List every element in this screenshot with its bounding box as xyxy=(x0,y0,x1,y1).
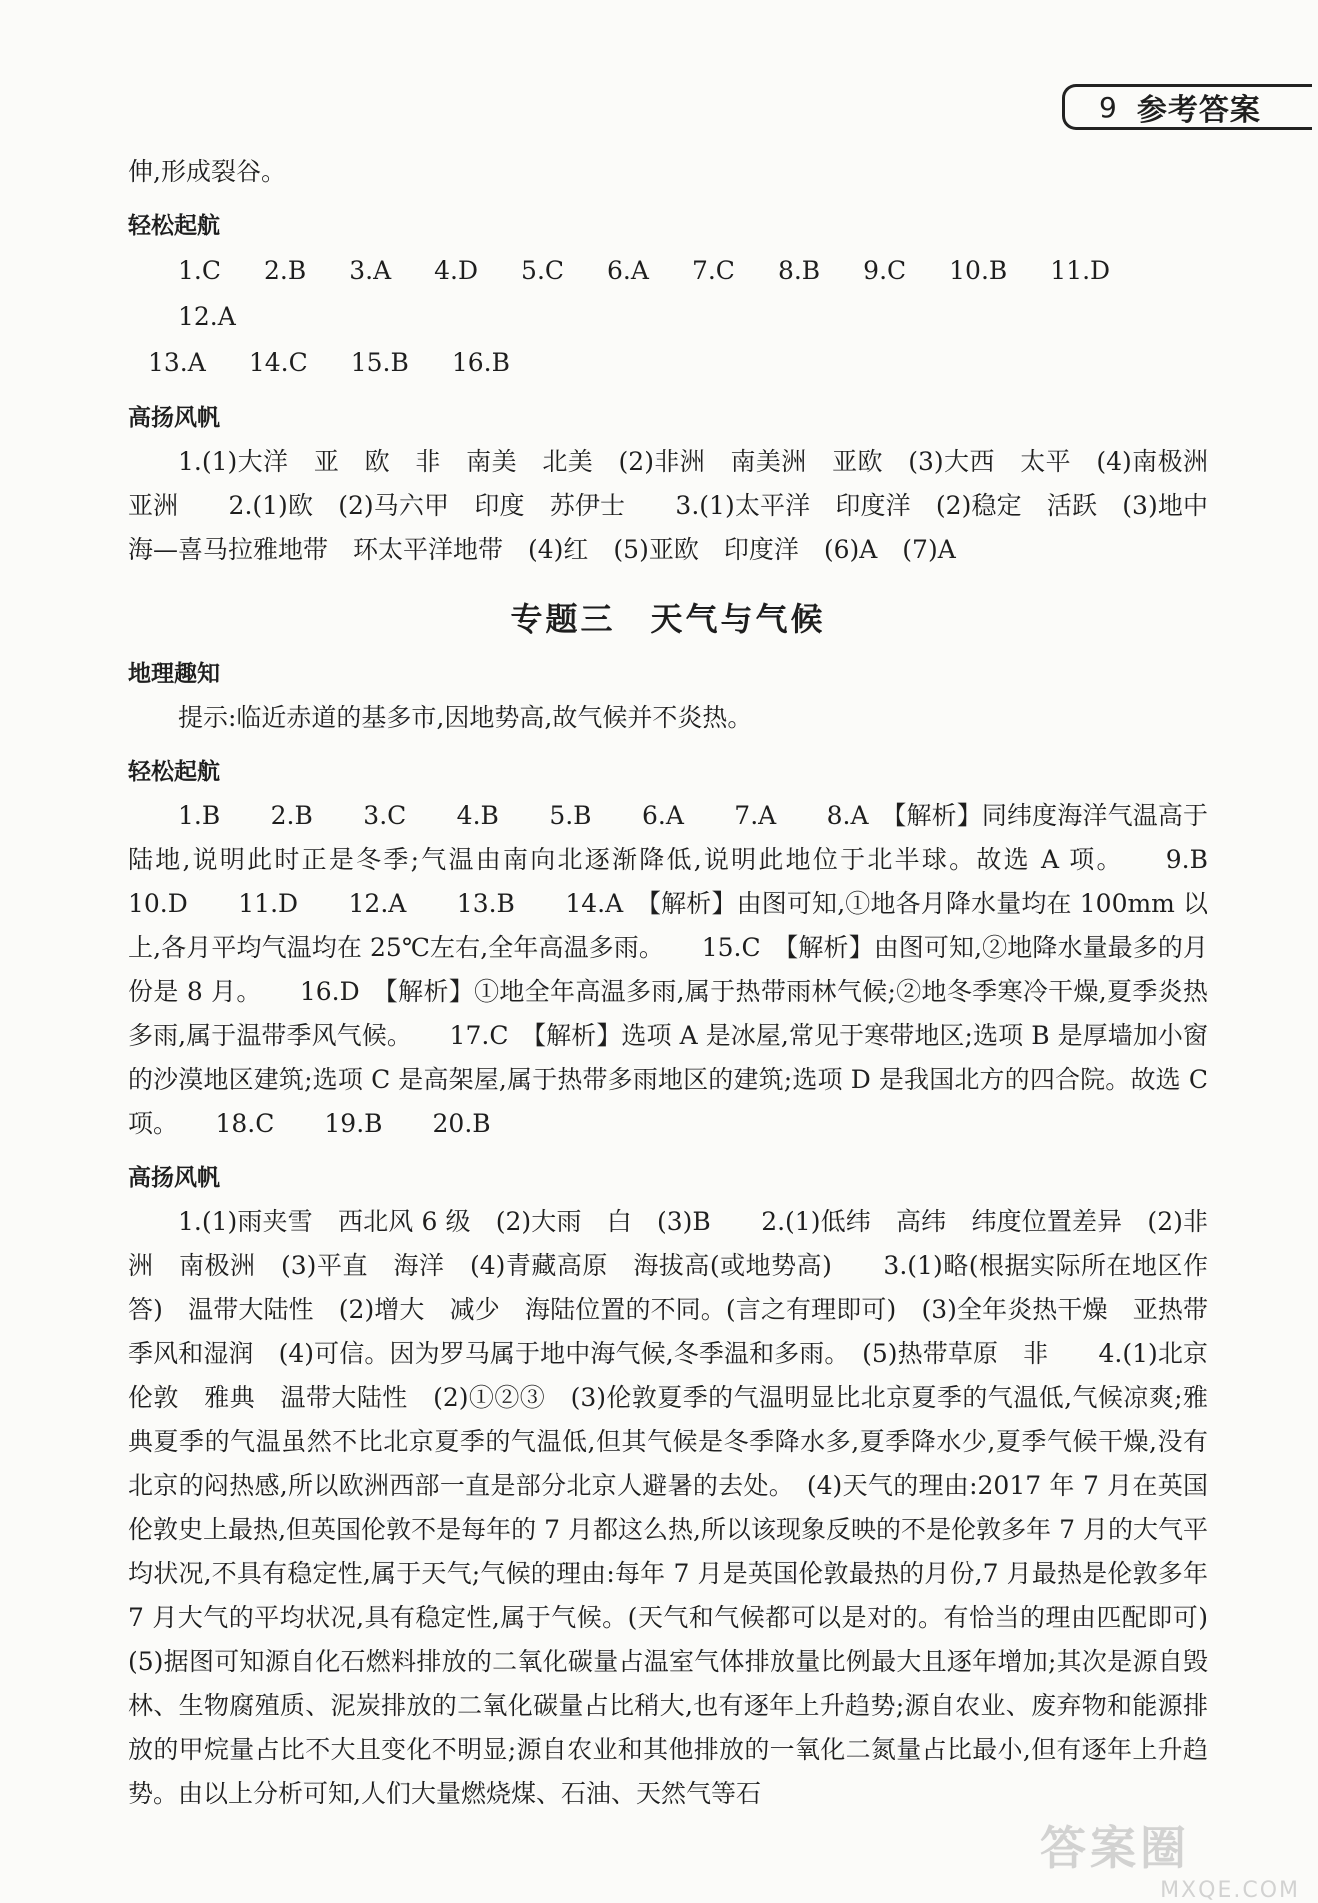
answer-item: 6.A xyxy=(607,256,649,285)
answer-item: 4.D xyxy=(434,256,479,285)
answer-item: 3.A xyxy=(349,256,392,285)
fun-facts-text: 提示:临近赤道的基多市,因地势高,故气候并不炎热。 xyxy=(178,703,753,732)
answer-item: 13.A xyxy=(148,348,206,377)
watermark-url: MXQE.COM xyxy=(1160,1878,1300,1903)
quick-start-answers-2: 1.B 2.B 3.C 4.B 5.B 6.A 7.A 8.A 【解析】同纬度海洋气温高于陆地,说明此时正是冬季;气温由南向北逐渐降低,说明此地位于北半球。故选 A 项。 9.B 10.D 11.D 12.A 13.B 14.A 【解析】由图可知,①地各月降水量均在 100mm 以上,各月平均气温均在 25℃左右,全年高温多雨。 15.C 【解析】由图可知,②地降水量最多的月份是 8 月。 16.D 【解析】①地全年高温多雨,属于热带雨林气候;②地冬季寒冷干燥,夏季炎热多雨,属于温带季风气候。 17.C 【解析】选项 A 是冰屋,常见于寒带地区;选项 B 是厚墙加小窗的沙漠地区建筑;选项 C 是高架屋,属于热带多雨地区的建筑;选项 D 是我国北方的四合院。故选 C 项。 18.C 19.B 20.B xyxy=(128,801,1259,1138)
advanced-answers-2: 1.(1)雨夹雪 西北风 6 级 (2)大雨 白 (3)B 2.(1)低纬 高纬 纬度位置差异 (2)非洲 南极洲 (3)平直 海洋 (4)青藏高原 海拔高(或地势高) 3.(1)略(根据实际所在地区作答) 温带大陆性 (2)增大 减少 海陆位置的不同。(言之有理即可) (3)全年炎热干燥 亚热带季风和湿润 (4)可信。因为罗马属于地中海气候,冬季温和多雨。 (5)热带草原 非 4.(1)北京 伦敦 雅典 温带大陆性 (2)①②③ (3)伦敦夏季的气温明显比北京夏季的气温低,气候凉爽;雅典夏季的气温虽然不比北京夏季的气温低,但其气候是冬季降水多,夏季降水少,夏季气候干燥,没有北京的闷热感,所以欧洲西部一直是部分北京人避暑的去处。 (4)天气的理由:2017 年 7 月在英国伦敦史上最热,但英国伦敦不是每年的 7 月都这么热,所以该现象反映的不是伦敦多年 7 月的大气平均状况,不具有稳定性,属于天气;气候的理由:每年 7 月是英国伦敦最热的月份,7 月最热是伦敦多年 7 月大气的平均状况,具有稳定性,属于气候。(天气和气候都可以是对的。有恰当的理由匹配即可) (5)据图可知源自化石燃料排放的二氧化碳量占温室气体排放量比例最大且逐年增加;其次是源自毁林、生物腐殖质、泥炭排放的二氧化碳量占比稍大,也有逐年上升趋势;源自农业、废弃物和能源排放的甲烷量占比不大且变化不明显;源自农业和其他排放的一氧化二氮量占比最小,但有逐年上升趋势。由以上分析可知,人们大量燃烧煤、石油、天然气等石 xyxy=(128,1207,1234,1808)
watermark-logo xyxy=(1040,1812,1300,1903)
page-number: 9 xyxy=(1099,90,1117,124)
tab-label: 参考答案 xyxy=(1136,93,1261,128)
watermark-text: 答案圈 xyxy=(1040,1821,1190,1875)
answer-item: 5.C xyxy=(521,256,565,285)
answer-item: 9.C xyxy=(863,256,907,285)
answer-item: 11.D xyxy=(1050,256,1111,285)
answer-row-2 xyxy=(128,340,1208,386)
answer-item: 15.B xyxy=(350,348,409,377)
section-heading-quick-start-1: 轻松起航 xyxy=(128,213,220,239)
answer-item: 16.B xyxy=(451,348,510,377)
section-heading-quick-start-2: 轻松起航 xyxy=(128,759,220,785)
answer-item: 2.B xyxy=(263,256,307,285)
section-heading-fun-facts: 地理趣知 xyxy=(128,661,220,687)
answer-item: 12.A xyxy=(178,302,236,331)
answer-item: 8.B xyxy=(777,256,821,285)
answer-item: 10.B xyxy=(949,256,1008,285)
topic-title: 专题三 天气与气候 xyxy=(510,600,826,638)
answer-page xyxy=(128,150,1259,1816)
answer-item: 14.C xyxy=(248,348,308,377)
answer-row-1 xyxy=(128,248,1208,340)
page-tab xyxy=(1062,84,1312,130)
answer-item: 7.C xyxy=(691,256,735,285)
answer-item: 1.C xyxy=(178,256,221,285)
intro-text: 伸,形成裂谷。 xyxy=(128,157,286,186)
section-heading-advanced-2: 高扬风帆 xyxy=(128,1165,220,1191)
advanced-answers-1: 1.(1)大洋 亚 欧 非 南美 北美 (2)非洲 南美洲 亚欧 (3)大西 太平 (4)南极洲 亚洲 2.(1)欧 (2)马六甲 印度 苏伊士 3.(1)太平洋 印度洋 (2)稳定 活跃 (3)地中海—喜马拉雅地带 环太平洋地带 (4)红 (5)亚欧 印度洋 (6)A (7)A xyxy=(128,447,1234,564)
section-heading-advanced-1: 高扬风帆 xyxy=(128,405,220,431)
